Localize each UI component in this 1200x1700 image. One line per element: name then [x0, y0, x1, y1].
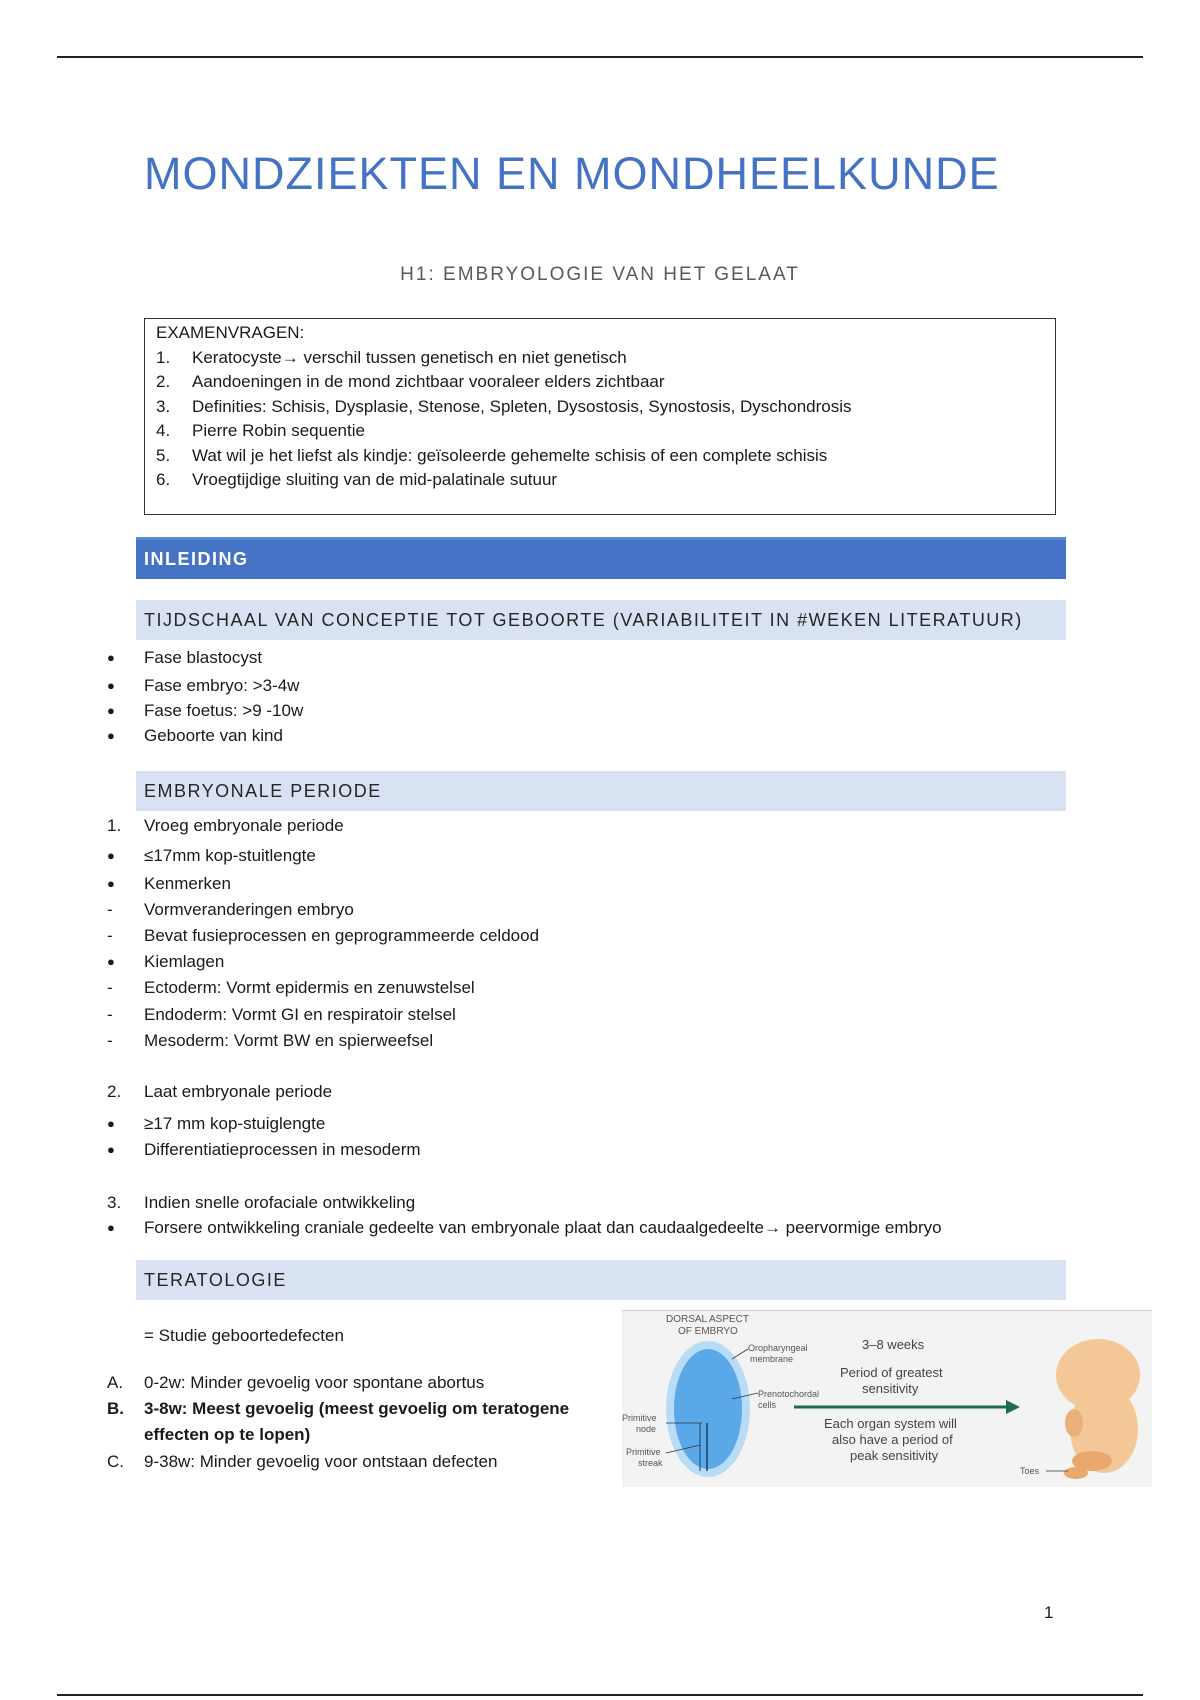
exam-header: EXAMENVRAGEN:: [156, 323, 305, 342]
page-number: 1: [1044, 1603, 1054, 1622]
label-each-3: peak sensitivity: [850, 1448, 939, 1463]
lettered-item-continuation: effecten op te lopen): [144, 1425, 311, 1444]
document-title: MONDZIEKTEN EN MONDHEELKUNDE: [144, 148, 1000, 199]
label-cells: cells: [758, 1400, 777, 1410]
bottom-rule: [57, 1694, 1143, 1696]
exam-questions-box: [144, 318, 1056, 515]
list-item: - Vormveranderingen embryo: [107, 900, 354, 919]
subsection-heading-tijdschaal: TIJDSCHAAL VAN CONCEPTIE TOT GEBOORTE (VARIABILITEIT IN #WEKEN LITERATUUR): [136, 600, 1066, 640]
embryo-figure-svg: [622, 1311, 1152, 1487]
numbered-item: 1. Vroeg embryonale periode: [107, 816, 344, 835]
chapter-subtitle: H1: EMBRYOLOGIE VAN HET GELAAT: [400, 264, 800, 285]
exam-question: 5. Wat wil je het liefst als kindje: geïsoleerde gehemelte schisis of een complete schisis: [156, 445, 828, 465]
exam-question: 6. Vroegtijdige sluiting van de mid-palatinale sutuur: [156, 470, 558, 489]
exam-question: 3. Definities: Schisis, Dysplasie, Stenose, Spleten, Dysostosis, Synostosis, Dyschondrosis: [156, 396, 852, 416]
list-item: - Endoderm: Vormt GI en respiratoir stelsel: [107, 1005, 456, 1024]
numbered-item: 3. Indien snelle orofaciale ontwikkeling: [107, 1193, 416, 1212]
teratologie-definition: = Studie geboortedefecten: [144, 1326, 344, 1345]
label-each-1: Each organ system will: [824, 1416, 957, 1431]
label-primitive-node-1: Primitive: [622, 1413, 657, 1423]
label-period-2: sensitivity: [862, 1381, 919, 1396]
list-item: ● ≤17mm kop-stuitlengte: [107, 846, 316, 865]
label-each-2: also have a period of: [832, 1432, 953, 1447]
subsection-heading-embryonale: EMBRYONALE PERIODE: [136, 771, 1066, 811]
list-item: ● Kiemlagen: [107, 952, 225, 971]
lettered-item: A. 0-2w: Minder gevoelig voor spontane abortus: [107, 1373, 485, 1392]
list-item: - Ectoderm: Vormt epidermis en zenuwstelsel: [107, 978, 475, 997]
embryo-disc: [674, 1349, 742, 1469]
list-item: ● Fase blastocyst: [107, 648, 263, 667]
exam-question: 2. Aandoeningen in de mond zichtbaar vooraleer elders zichtbaar: [156, 372, 665, 391]
lettered-item: B. 3-8w: Meest gevoelig (meest gevoelig om teratogene: [107, 1399, 570, 1418]
list-item: ● Geboorte van kind: [107, 726, 283, 745]
time-arrow-head: [1006, 1400, 1020, 1414]
label-primitive-streak-1: Primitive: [626, 1447, 661, 1457]
label-toes: Toes: [1020, 1466, 1040, 1476]
subsection-heading-teratologie: TERATOLOGIE: [136, 1260, 1066, 1300]
list-item: - Bevat fusieprocessen en geprogrammeerde celdood: [107, 926, 540, 945]
label-dorsal-aspect: DORSAL ASPECT: [666, 1314, 749, 1325]
label-period-1: Period of greatest: [840, 1365, 943, 1380]
label-of-embryo: OF EMBRYO: [678, 1326, 738, 1337]
top-rule: [57, 56, 1143, 58]
section-heading-inleiding: INLEIDING: [136, 537, 1066, 579]
label-oropharyngeal: Oropharyngeal: [748, 1343, 808, 1353]
embryo-sensitivity-figure: [622, 1310, 1152, 1487]
exam-question: 1. Keratocyste→ verschil tussen genetisch en niet genetisch: [156, 347, 627, 367]
label-primitive-node-2: node: [636, 1424, 657, 1434]
label-primitive-streak-2: streak: [638, 1458, 663, 1468]
fetus-illustration: [1056, 1339, 1140, 1479]
label-membrane: membrane: [750, 1354, 794, 1364]
label-weeks: 3–8 weeks: [862, 1337, 925, 1352]
list-item: - Mesoderm: Vormt BW en spierweefsel: [107, 1031, 434, 1050]
list-item: ● ≥17 mm kop-stuiglengte: [107, 1114, 326, 1133]
leader-oro: [732, 1349, 748, 1359]
list-item: ● Fase foetus: >9 -10w: [107, 701, 304, 720]
list-item: ● Forsere ontwikkeling craniale gedeelte van embryonale plaat dan caudaalgedeelte→ peervormige embryo: [107, 1218, 942, 1237]
list-item: ● Kenmerken: [107, 874, 231, 893]
numbered-item: 2. Laat embryonale periode: [107, 1082, 333, 1101]
lettered-item: C. 9-38w: Minder gevoelig voor ontstaan defecten: [107, 1452, 498, 1471]
list-item: ● Differentiatieprocessen in mesoderm: [107, 1140, 421, 1159]
list-item: ● Fase embryo: >3-4w: [107, 676, 300, 695]
exam-question: 4. Pierre Robin sequentie: [156, 421, 365, 440]
label-prenotochordal: Prenotochordal: [758, 1389, 820, 1399]
